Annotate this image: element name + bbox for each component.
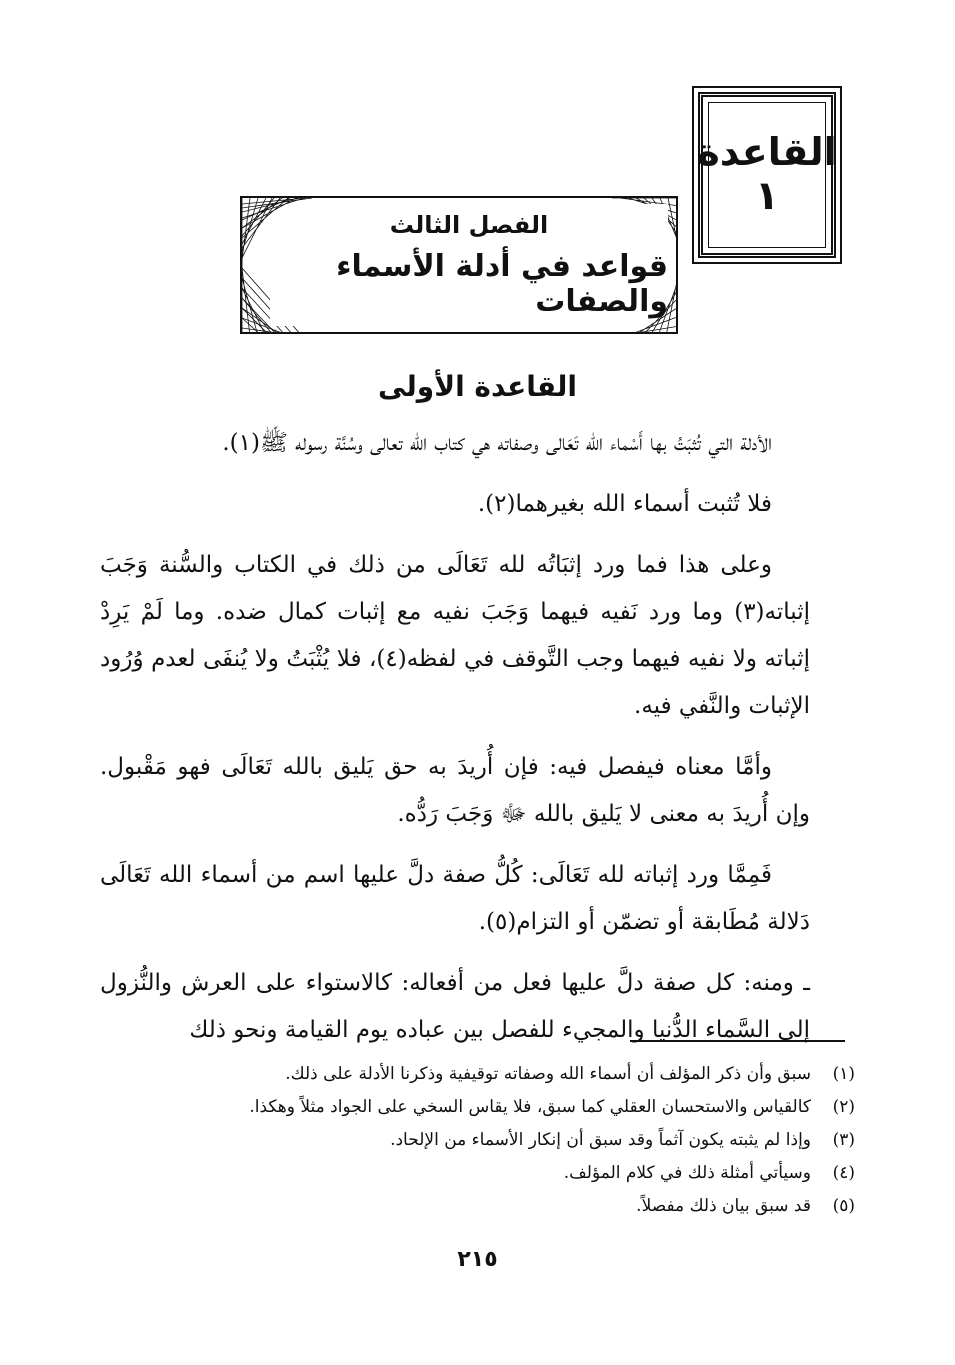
- footnote: [100, 1124, 855, 1157]
- chapter-label: الفصل الثالث: [389, 211, 549, 239]
- paragraph: فلا تُثبت أسماء الله بغيرهما(٢).: [477, 491, 772, 517]
- footnote-text: وإذا لم يثبته يكون آثماً وقد سبق أن إنكار الأسماء من الإلحاد.: [390, 1130, 811, 1150]
- footnote-separator: [630, 1040, 845, 1042]
- chapter-panel: [270, 204, 668, 326]
- paragraph: ـ ومنه: كل صفة دلَّ عليها فعل من أفعاله: كالاستواء على العرش والنُّزول إلى السَّماء الدُّنيا والمجيء للفصل بين عباده يوم القيامة ونحو ذلك: [100, 970, 810, 1043]
- footnote-number: (٤): [832, 1163, 855, 1183]
- paragraph: فَمِمَّا ورد إثباته لله تَعَالَى: كُلُّ صفة دلَّ عليها اسم من أسماء الله تَعَالَى دَلالة مُطَابقة أو تضمّن أو التزام(٥).: [100, 862, 810, 935]
- chapter-title-box: [240, 196, 678, 334]
- footnote-text: سبق وأن ذكر المؤلف أن أسماء الله وصفاته توقيفية وذكرنا الأدلة على ذلك.: [285, 1064, 811, 1084]
- footnote: [100, 1058, 855, 1091]
- paragraph: الأدلة التي تُثبَتُ بها أَسْماء الله تَعَالى وصفاته هي كتاب الله تعالى وسُنَّة رسوله ﷺ(١).: [222, 430, 772, 456]
- rule-box-number: ١: [754, 172, 780, 219]
- footnote: [100, 1157, 855, 1190]
- paragraph: وعلى هذا فما ورد إثبَاتُه لله تَعَالَى من ذلك في الكتاب والسُّنة وَجَبَ إثباته(٣) وما ورد نَفيه فيهما وَجَبَ نفيه مع إثبات كمال ضده. وما لَمْ يَرِدْ إثباته ولا نفيه فيهما وجب التَّوقف في لفظه(٤)، فلا يُثْبَتُ ولا يُنفَى لعدم وُرُود الإثبات والنَّفي فيه.: [100, 552, 810, 719]
- footnote-text: وسيأتي أمثلة ذلك في كلام المؤلف.: [563, 1163, 811, 1183]
- rule-box-word: القاعدة: [697, 130, 837, 175]
- footnotes-list: [100, 1058, 855, 1223]
- page-number: ٢١٥: [457, 1247, 498, 1272]
- footnote-text: قد سبق بيان ذلك مفصلاً.: [636, 1196, 811, 1216]
- rule-number-frame: [698, 92, 836, 258]
- footnote-number: (٣): [832, 1130, 855, 1150]
- chapter-title: قواعد في أدلة الأسماء والصفات: [336, 249, 668, 319]
- footnote-text: كالقياس والاستحسان العقلي كما سبق، فلا يقاس السخي على الجواد مثلاً وهكذا.: [249, 1097, 811, 1117]
- paragraph: وأمَّا معناه فيفصل فيه: فإن أُريدَ به حق يَليق بالله تَعَالَى فهو مَقْبول. وإن أُريدَ به معنى لا يَليق بالله ﷻ وَجَبَ رَدُّه.: [100, 754, 810, 827]
- footnote: [100, 1091, 855, 1124]
- footnote-number: (٥): [832, 1196, 855, 1216]
- footnote-number: (٢): [832, 1097, 855, 1117]
- body-text: [100, 420, 810, 1068]
- rule-number-box: [692, 86, 842, 264]
- footnote: [100, 1190, 855, 1223]
- footnote-number: (١): [832, 1064, 855, 1084]
- section-heading: القاعدة الأولى: [377, 370, 578, 403]
